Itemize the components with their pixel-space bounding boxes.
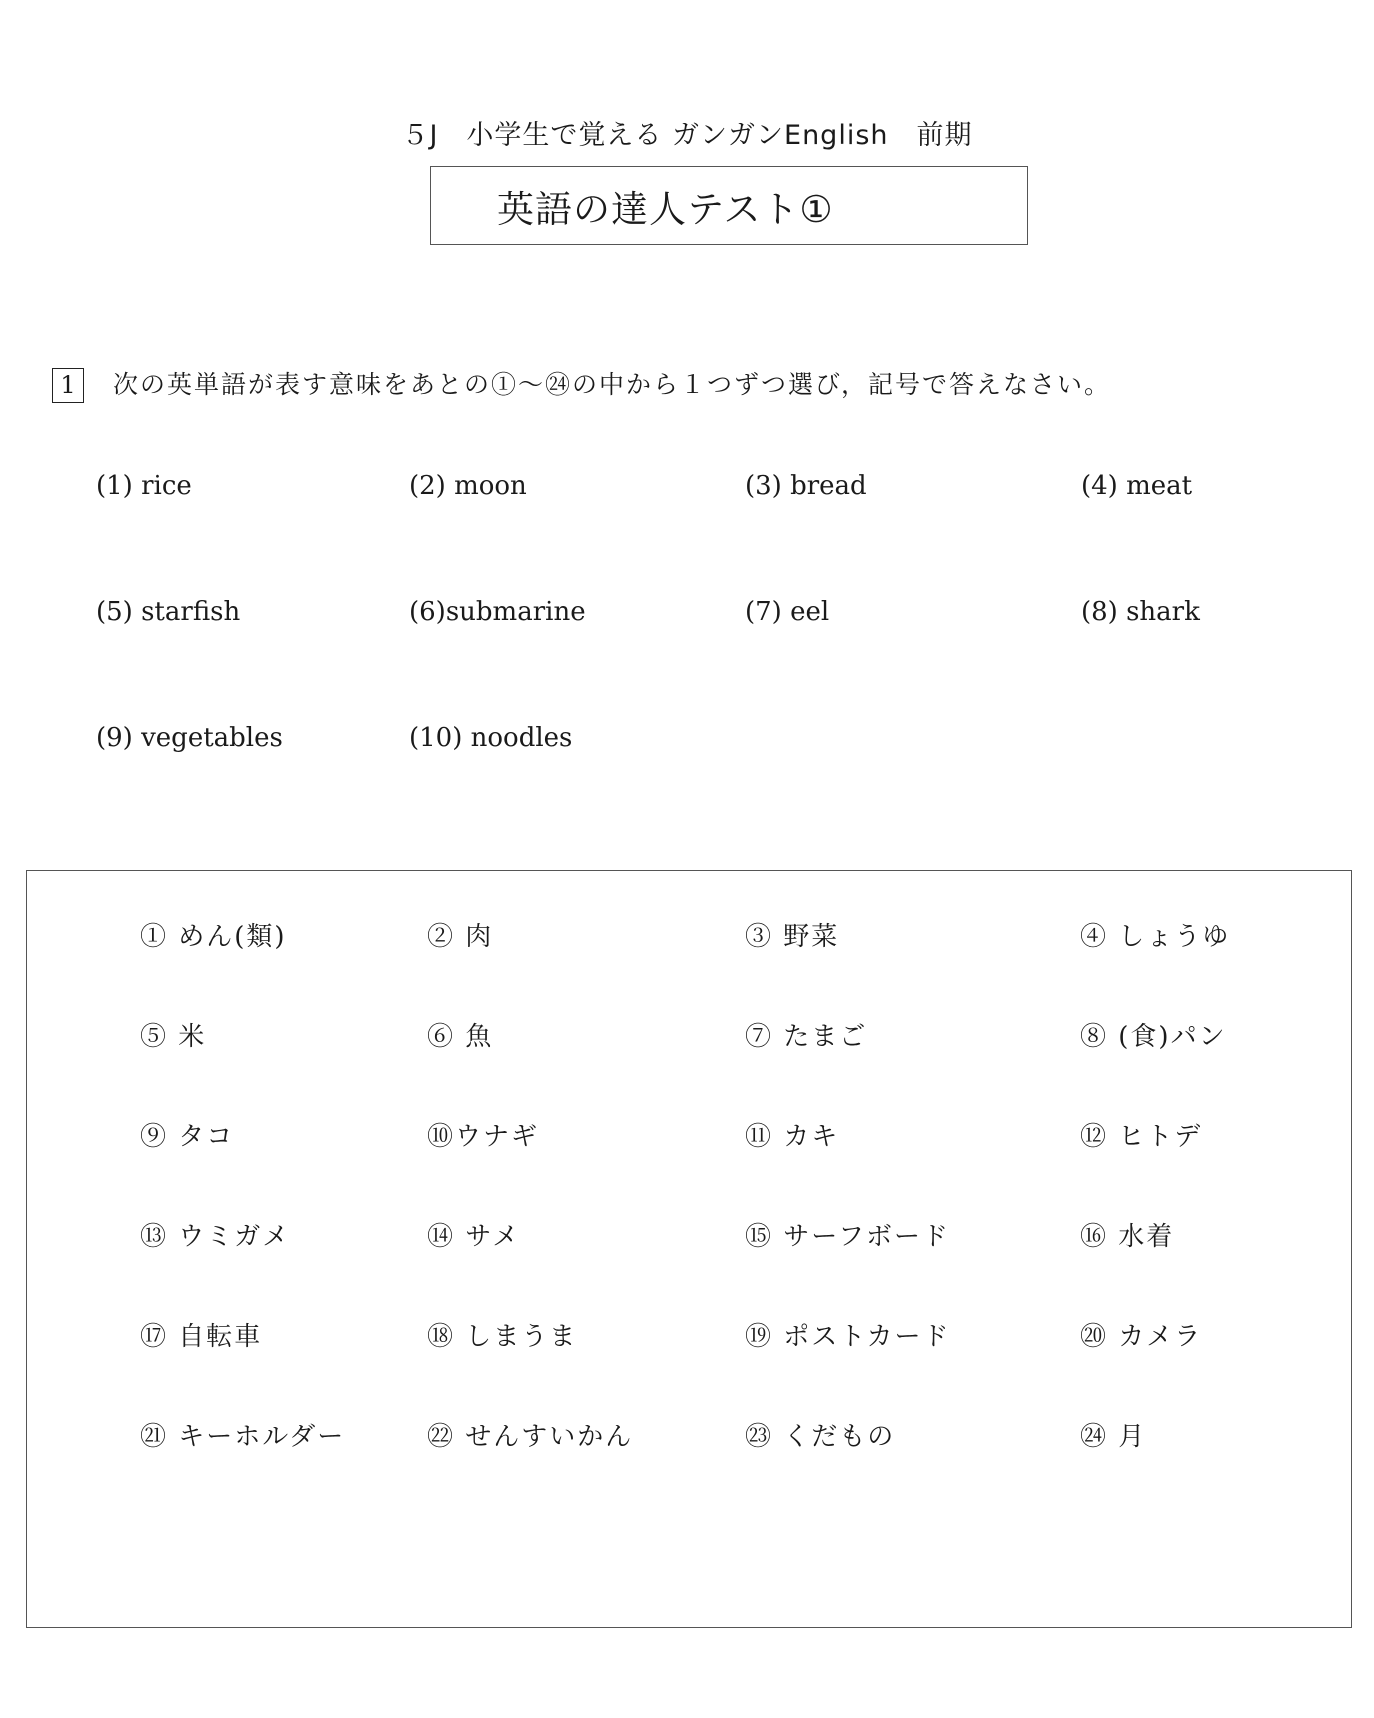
choice-mark: ⑥ <box>427 1022 456 1052</box>
choice-mark: ① <box>140 922 169 952</box>
choice-item <box>745 1121 839 1153</box>
choice-mark: ⑦ <box>745 1022 774 1052</box>
choice-item <box>427 1021 493 1053</box>
question-instruction: 次の英単語が表す意味をあとの①～㉔の中から１つずつ選び，記号で答えなさい。 <box>113 370 1112 399</box>
choice-item <box>745 921 839 953</box>
choice-mark: ㉓ <box>745 1422 774 1452</box>
choice-mark: ㉒ <box>427 1422 456 1452</box>
choice-mark: ⑩ <box>427 1122 456 1152</box>
choice-mark: ② <box>427 922 456 952</box>
choice-text: 月 <box>1118 1422 1147 1452</box>
choice-item <box>140 1121 234 1153</box>
choice-mark: ⑰ <box>140 1322 169 1352</box>
word-item: (7) eel <box>745 597 830 627</box>
choice-item <box>140 1221 290 1253</box>
choice-item <box>427 1221 520 1253</box>
choice-text: 自転車 <box>178 1322 263 1352</box>
worksheet-subtitle: ５J 小学生で覚える ガンガンEnglish 前期 <box>401 120 973 151</box>
choice-text: タコ <box>178 1122 235 1152</box>
word-item: (5) starfish <box>96 597 241 627</box>
question-number-box: 1 <box>52 368 84 403</box>
choice-mark: ③ <box>745 922 774 952</box>
choice-text: キーホルダー <box>178 1422 346 1452</box>
word-item: (4) meat <box>1081 471 1193 501</box>
choice-item <box>745 1421 895 1453</box>
choice-text: 水着 <box>1118 1222 1175 1252</box>
choice-text: サメ <box>465 1222 521 1252</box>
choice-item <box>427 1421 633 1453</box>
choice-mark: ㉔ <box>1080 1422 1109 1452</box>
choice-text: サーフボード <box>783 1222 950 1252</box>
choice-mark: ⑯ <box>1080 1222 1109 1252</box>
choice-text: くだもの <box>783 1422 896 1452</box>
choice-text: たまご <box>783 1022 868 1052</box>
choice-item <box>140 921 287 953</box>
word-item: (10) noodles <box>409 723 573 753</box>
choice-item <box>745 1321 951 1353</box>
choice-text: 魚 <box>465 1022 494 1052</box>
choice-text: 肉 <box>465 922 494 952</box>
choice-text: めん(類) <box>178 922 287 952</box>
choice-mark: ㉑ <box>140 1422 169 1452</box>
choice-mark: ⑳ <box>1080 1322 1109 1352</box>
choice-text: 米 <box>178 1022 207 1052</box>
choice-text: ポストカード <box>783 1322 951 1352</box>
choice-text: カキ <box>783 1122 840 1152</box>
choice-mark: ⑨ <box>140 1122 169 1152</box>
choice-mark: ⑮ <box>745 1222 774 1252</box>
choice-item <box>1080 1021 1227 1053</box>
choice-text: 野菜 <box>783 922 840 952</box>
choice-text: しまうま <box>465 1322 578 1352</box>
choice-text: しょうゆ <box>1118 922 1231 952</box>
choice-text: ウミガメ <box>178 1222 291 1252</box>
choice-text: (食)パン <box>1118 1022 1227 1052</box>
choice-mark: ⑤ <box>140 1022 169 1052</box>
choice-item <box>1080 1321 1202 1353</box>
word-item: (6)submarine <box>409 597 586 627</box>
choice-item <box>745 1021 867 1053</box>
choice-item <box>427 1121 539 1153</box>
choice-mark: ⑫ <box>1080 1122 1109 1152</box>
choice-item <box>745 1221 950 1253</box>
choice-mark: ⑭ <box>427 1222 456 1252</box>
choice-text: ウナギ <box>455 1122 540 1152</box>
choice-mark: ④ <box>1080 922 1109 952</box>
choice-item <box>1080 921 1230 953</box>
choice-text: カメラ <box>1118 1322 1203 1352</box>
choice-item <box>427 1321 577 1353</box>
choice-item <box>427 921 493 953</box>
word-item: (9) vegetables <box>96 723 283 753</box>
page-title: 英語の達人テスト① <box>497 188 834 231</box>
choice-mark: ⑲ <box>745 1322 774 1352</box>
choice-item <box>140 1021 206 1053</box>
choice-item <box>140 1421 345 1453</box>
choice-item <box>1080 1221 1174 1253</box>
title-box <box>430 166 1028 245</box>
choice-mark: ⑧ <box>1080 1022 1109 1052</box>
choice-mark: ⑬ <box>140 1222 169 1252</box>
word-item: (1) rice <box>96 471 192 501</box>
choice-item <box>1080 1121 1202 1153</box>
choice-item <box>140 1321 262 1353</box>
word-item: (3) bread <box>745 471 867 501</box>
choice-text: ヒトデ <box>1118 1122 1203 1152</box>
choice-item <box>1080 1421 1146 1453</box>
choice-mark: ⑪ <box>745 1122 774 1152</box>
choice-text: せんすいかん <box>465 1422 634 1452</box>
word-item: (2) moon <box>409 471 527 501</box>
word-item: (8) shark <box>1081 597 1200 627</box>
choice-mark: ⑱ <box>427 1322 456 1352</box>
